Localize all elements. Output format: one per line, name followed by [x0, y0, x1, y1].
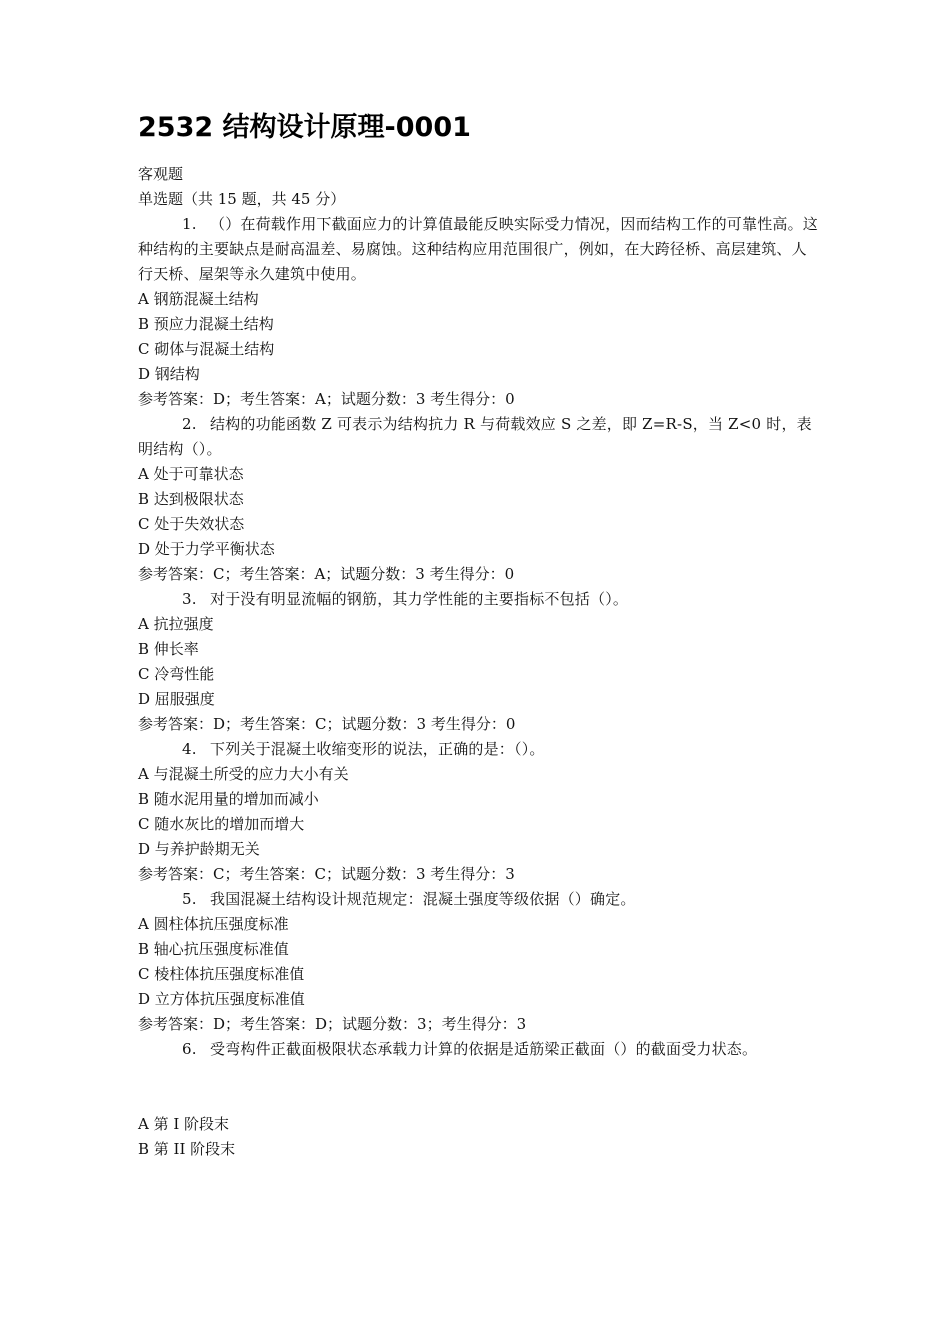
- question-6: [138, 1037, 818, 1162]
- option-b: B 达到极限状态: [138, 490, 244, 508]
- option-b: B 伸长率: [138, 640, 199, 658]
- question-5: [138, 887, 818, 1037]
- answer-line: 参考答案：C；考生答案：C；试题分数：3 考生得分：3: [138, 865, 515, 883]
- question-body: 受弯构件正截面极限状态承载力计算的依据是适筋梁正截面（）的截面受力状态。: [210, 1040, 758, 1058]
- option-c: C 砌体与混凝土结构: [138, 340, 275, 358]
- question-text: [138, 412, 818, 462]
- answer-line: 参考答案：D；考生答案：A；试题分数：3 考生得分：0: [138, 390, 515, 408]
- option-c: C 棱柱体抗压强度标准值: [138, 965, 305, 983]
- answer-line: 参考答案：D；考生答案：D；试题分数：3；考生得分：3: [138, 1015, 527, 1033]
- question-3: [138, 587, 818, 737]
- question-body: 我国混凝土结构设计规范规定：混凝土强度等级依据（）确定。: [210, 890, 636, 908]
- document-title: 2532 结构设计原理-0001: [138, 112, 471, 143]
- option-d: D 与养护龄期无关: [138, 840, 260, 858]
- answer-line: 参考答案：C；考生答案：A；试题分数：3 考生得分：0: [138, 565, 515, 583]
- question-body: （）在荷载作用下截面应力的计算值最能反映实际受力情况，因而结构工作的可靠性高。这种结构的主要缺点是耐高温差、易腐蚀。这种结构应用范围很广，例如，在大跨径桥、高层建筑、人行天桥、屋架等永久建筑中使用。: [138, 215, 819, 283]
- option-a: A 第 I 阶段末: [138, 1115, 230, 1133]
- document-page: [138, 108, 818, 1162]
- option-b: B 第 II 阶段末: [138, 1140, 236, 1158]
- question-number: 2.: [182, 415, 197, 433]
- question-2: [138, 412, 818, 587]
- subsection-heading: 单选题（共 15 题，共 45 分）: [138, 190, 346, 208]
- question-text: [138, 887, 818, 912]
- option-d: D 处于力学平衡状态: [138, 540, 275, 558]
- option-b: B 预应力混凝土结构: [138, 315, 274, 333]
- option-c: C 冷弯性能: [138, 665, 215, 683]
- question-text: [138, 1037, 818, 1062]
- section-heading: 客观题: [138, 165, 184, 183]
- option-b: B 轴心抗压强度标准值: [138, 940, 289, 958]
- option-d: D 钢结构: [138, 365, 200, 383]
- question-body: 对于没有明显流幅的钢筋，其力学性能的主要指标不包括（）。: [210, 590, 629, 608]
- question-body: 下列关于混凝土收缩变形的说法，正确的是：（）。: [210, 740, 545, 758]
- question-number: 6.: [182, 1040, 197, 1058]
- option-d: D 立方体抗压强度标准值: [138, 990, 305, 1008]
- option-a: A 钢筋混凝土结构: [138, 290, 259, 308]
- question-number: 3.: [182, 590, 197, 608]
- option-a: A 圆柱体抗压强度标准: [138, 915, 289, 933]
- answer-line: 参考答案：D；考生答案：C；试题分数：3 考生得分：0: [138, 715, 516, 733]
- question-number: 1.: [182, 215, 197, 233]
- option-d: D 屈服强度: [138, 690, 215, 708]
- option-c: C 随水灰比的增加而增大: [138, 815, 305, 833]
- option-b: B 随水泥用量的增加而减小: [138, 790, 319, 808]
- option-a: A 与混凝土所受的应力大小有关: [138, 765, 349, 783]
- question-body: 结构的功能函数 Z 可表示为结构抗力 R 与荷载效应 S 之差，即 Z=R-S，当 Z<0 时，表明结构（）。: [138, 415, 812, 458]
- question-number: 4.: [182, 740, 197, 758]
- option-c: C 处于失效状态: [138, 515, 245, 533]
- question-text: [138, 737, 818, 762]
- question-text: [138, 587, 818, 612]
- option-a: A 处于可靠状态: [138, 465, 244, 483]
- question-text: [138, 212, 818, 287]
- question-4: [138, 737, 818, 887]
- option-a: A 抗拉强度: [138, 615, 214, 633]
- blank-spacer: [138, 1062, 818, 1112]
- question-number: 5.: [182, 890, 197, 908]
- question-1: [138, 212, 818, 412]
